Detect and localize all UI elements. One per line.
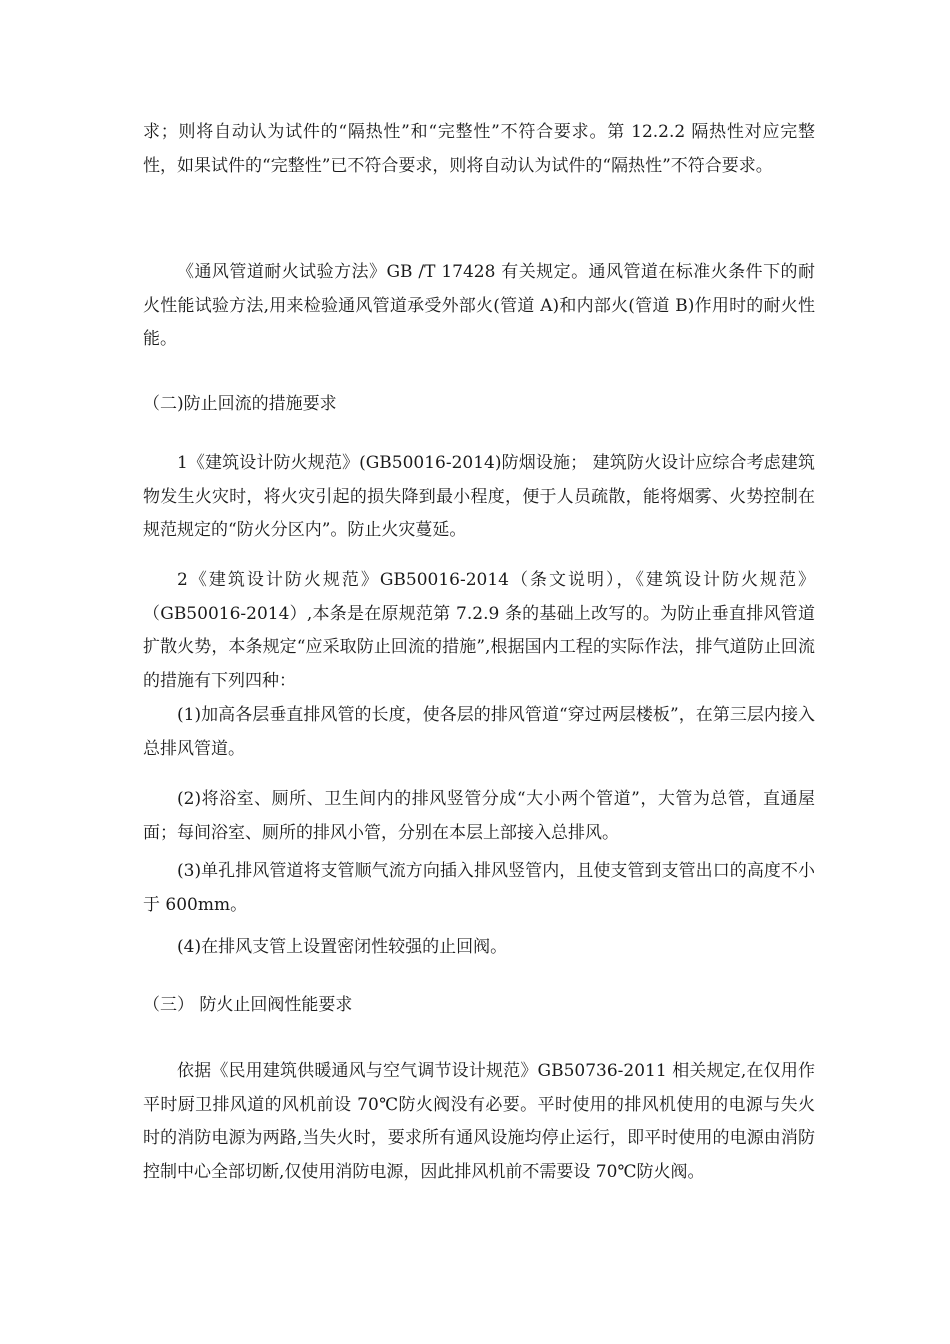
list-item-measure-4: (4)在排风支管上设置密闭性较强的止回阀。: [177, 937, 508, 957]
list-item-measure-3: (3)单孔排风管道将支管顺气流方向插入排风竖管内，且使支管到支管出口的高度不小于 600mm。: [143, 861, 815, 915]
paragraph-ventilation-design-code: 依据《民用建筑供暖通风与空气调节设计规范》GB50736-2011 相关规定,在仅用作平时厨卫排风道的风机前设 70℃防火阀没有必要。平时使用的排风机使用的电源与失火时的消防电源为两路,当失火时，要求所有通风设施均停止运行，即平时使用的电源由消防控制中心全部切断,仅使用消防电源，因此排风机前不需要设 70℃防火阀。: [143, 1061, 815, 1182]
list-item-measure-1: (1)加高各层垂直排风管的长度，使各层的排风管道“穿过两层楼板”，在第三层内接入总排风管道。: [143, 705, 815, 759]
paragraph-smoke-control-facilities: 1《建筑设计防火规范》(GB50016-2014)防烟设施； 建筑防火设计应综合考虑建筑物发生火灾时，将火灾引起的损失降到最小程度，便于人员疏散，能将烟雾、火势控制在规范规定的“防火分区内”。防止火灾蔓延。: [143, 453, 815, 540]
paragraph-duct-fire-test-method: 《通风管道耐火试验方法》GB /T 17428 有关规定。通风管道在标准火条件下的耐火性能试验方法,用来检验通风管道承受外部火(管道 A)和内部火(管道 B)作用时的耐火性能。: [143, 262, 815, 349]
paragraph-code-explanation: 2《建筑设计防火规范》GB50016-2014（条文说明），《建筑设计防火规范》（GB50016-2014）,本条是在原规范第 7.2.9 条的基础上改写的。为防止垂直排风管道扩散火势，本条规定“应采取防止回流的措施”,根据国内工程的实际作法，排气道防止回流的措施有下列四种：: [143, 570, 815, 691]
paragraph-fire-test-criteria: 求；则将自动认为试件的“隔热性”和“完整性”不符合要求。第 12.2.2 隔热性对应完整性，如果试件的“完整性”已不符合要求，则将自动认为试件的“隔热性”不符合要求。: [143, 122, 815, 176]
list-item-measure-2: (2)将浴室、厕所、卫生间内的排风竖管分成“大小两个管道”，大管为总管，直通屋面；每间浴室、厕所的排风小管，分别在本层上部接入总排风。: [143, 789, 815, 843]
section-heading-backflow-prevention: （二)防止回流的措施要求: [143, 394, 337, 414]
section-heading-fire-check-valve: （三） 防火止回阀性能要求: [143, 995, 353, 1015]
